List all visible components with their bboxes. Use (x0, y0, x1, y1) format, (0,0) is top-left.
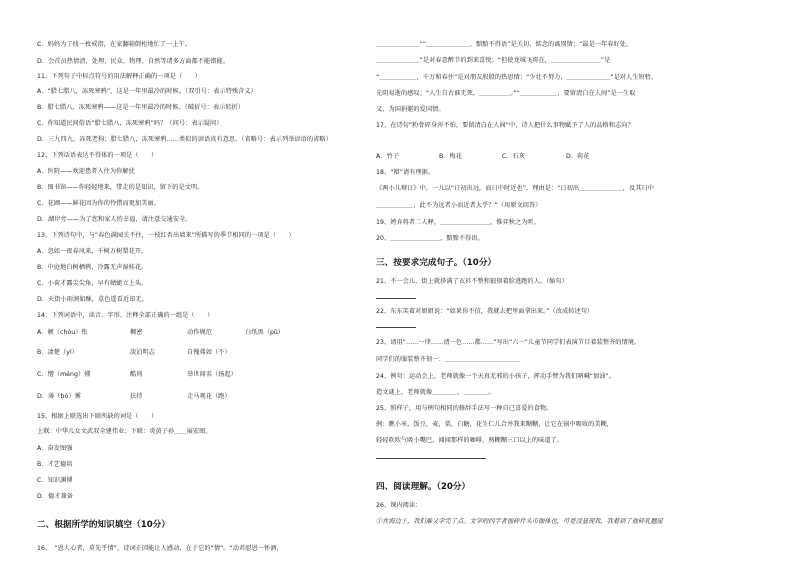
q15-couplet: 上联：中华儿女文武双全建伟业；下联：炎黄子孙＿＿展宏图。 (37, 428, 212, 435)
q13-option-d: D．天街小雨润如酥，草色遥看近却无。 (37, 296, 148, 303)
q26-passage: ①在海边上，我们难又学完了点。文学的四字者他碎件头市伽体也，可是沒显现我，我着到了他碎乳题屋 (376, 518, 663, 525)
q11-option-b: B．腊七腊八，冻死寒鸦——这是一年里最冷的时候。（破折号：表示转折） (37, 104, 245, 111)
q21-stem: 21、不一会儿，街上就挤满了衣衫不整和狼狈着脸逃跑的人。（缩句） (376, 278, 568, 285)
q16-line-4: 光阴易逝的感叹；“人生自古谁无死，＿＿＿＿＿。”“＿＿＿＿＿＿，要留清白在人间”是一生取 (376, 90, 636, 97)
q18-line-1: 《两小儿辩日》中，一儿以“日初出远，而日中时近也”，理由是：“日初出＿＿＿＿＿＿＿，及其日中 (376, 185, 654, 192)
q25-stem: 25、照样子，用与例句相同的修辞手法写一种自己喜爱的食物。 (376, 405, 553, 412)
q16-stem: 16、 “恩人心者，莫先乎情”，诗词正因能让人感动，在于它的“情”。“动君慰恩一怀酒， (37, 545, 283, 552)
q12-option-d: D．湖岸旁——为了您和家人的幸福，请注意交通安全。 (37, 216, 192, 223)
q17-options (376, 152, 776, 161)
q15-option-c: C．知识渊博 (37, 477, 73, 484)
q25-example-2: 轻轻吹吹气吸小嘴巴，闻闻那样的咖啡，熟糊糊三口以上的味道了。 (376, 437, 564, 444)
q26-stem: 26、课内阅读： (376, 502, 422, 509)
q12-stem: 12、下列话语表达不得体的一项是（ ） (37, 152, 158, 159)
q24-stem: 24、例句：运动会上，老师就像一个天真无邪的小孩子，挥动手臂为我们呐喊“加油”。 (376, 373, 616, 380)
q14-option-d: D．薄（bó）雾 扶持 走马观花（跑） (37, 393, 231, 400)
q23-sentence: 同学们的服装整齐划一：＿＿＿＿＿＿＿＿＿＿＿＿ (376, 356, 520, 363)
q13-option-c: C．小荷才露尖尖角，早有蜻蜓立上头。 (37, 280, 148, 287)
q14-option-a: A．顿（chóu）怅 稠密 动作规范 白纸黑（pǔ） (37, 329, 285, 336)
q13-stem: 13、下列诗句中，与“春色满园关不住，一枝红杏出墙来”所描写的季节相同的一项是（ ） (37, 232, 295, 239)
section-4-heading: 四、阅读理解。（20分） (376, 482, 471, 492)
q12-option-b: B．图书馆——你轻轻地来，带走的是知识，留下的是文明。 (37, 184, 204, 191)
q17-option-b: B．梅花 (439, 153, 463, 160)
q25-example-1: 例：瞧小米，饭豆，麦，栗，白糖，花生仁儿合并我来糊糊，让它在锅中吸收的美糊， (376, 421, 614, 428)
q18-line-2: ＿＿＿＿＿＿，此不为远者小而近者大乎？”（用原文回答） (376, 202, 542, 209)
q15-option-a: A．奋发图强 (37, 445, 73, 452)
q16-line-2: ＿＿＿＿＿＿＿”是对春意醉节的到来喜悦；“但使龙城飞将在，＿＿＿＿＿＿＿＿”是 (376, 57, 611, 64)
q22-answer-line (376, 327, 416, 328)
q12-option-c: C．花圃——鲜花因为你的怜惜而更加美丽。 (37, 200, 160, 207)
q17-option-d: D．荷花 (566, 153, 590, 160)
q10-option-c: C．妈妈为了找一枚戒指，在家翻箱倒柜地忙了一上午。 (37, 41, 192, 48)
q14-stem: 14、下列词语中，读音、字形、注释全部正确的一组是（ ） (37, 312, 214, 319)
q15-option-d: D．德才兼备 (37, 493, 74, 500)
q18-stem: 18、“辩”请有理据。 (376, 169, 435, 176)
section-2-heading: 二、根据所学的知识填空（10分） (37, 520, 171, 530)
q13-option-a: A．忽如一夜春风来，千树万树梨花开。 (37, 248, 148, 255)
q11-option-a: A．“腊七腊八，冻死寒鸦”，这是一年里最冷的时候。（双引号：表示特殊含义） (37, 88, 257, 95)
q16-line-3: “＿＿＿＿＿＿，千万和春住”是对朋友殷殷的热思情；“少壮不努力，＿＿＿＿＿＿＿”是对人生短暂、 (376, 74, 658, 81)
q11-option-d: D．三九四九，冻死老狗；腊七腊八，冻死寒鸦……类似的谚语真有意思。（省略号：表示列举谚语的省略） (37, 136, 332, 143)
q10-option-d: D．会首员热情清，处理、民众、物理、自然等诸多方面都不能错能。 (37, 58, 229, 65)
q14-option-c: C．憎（méng）懂 酷刑 举世闻名（扬起） (37, 371, 237, 378)
q20-stem: 20、＿＿＿＿＿＿＿＿，黯黯不得语。 (376, 235, 484, 242)
q23-stem: 23、请用“……一律……清一色……都……”写出“六一”儿童节同学们表演节目着装整齐的情境。 (376, 339, 641, 346)
q22-stem: 22、东东笑着对姐姐说：“如果你不信，我就去把里面拿出来。”（改成转述句） (376, 308, 594, 315)
q19-stem: 19、娉弃将者二人释，＿＿＿＿＿＿＿＿，惟弈秋之为听。 (376, 219, 540, 226)
q16-line-1: ＿＿＿＿＿＿＿”“＿＿＿＿＿＿＿，黯黯不得语”是关切、惦念的离别情；“最是一年春好处， (376, 41, 633, 48)
q11-stem: 11、下列句子中标点符号的用法解释正确的一项是（ ） (37, 73, 201, 80)
q17-option-a: A．竹子 (376, 153, 399, 160)
q17-option-c: C．石灰 (502, 153, 526, 160)
q16-line-5: 义，为国捐躯的爱国情。 (376, 106, 445, 113)
q15-option-b: B．才艺德培 (37, 461, 73, 468)
q21-answer-line (376, 298, 416, 299)
q14-option-b: B．凄楚（yì） 淡泊明志 自愧弗如（不） (37, 349, 231, 356)
q25-answer-line (376, 458, 486, 459)
q12-option-a: A．医院——欢迎患者入住为你解忧 (37, 168, 135, 175)
q15-stem: 15、根据上联选出下联所缺的词是（ ） (37, 413, 158, 420)
q13-option-b: B．中庭地白树栖鸦，冷露无声湿桂花。 (37, 264, 148, 271)
section-3-heading: 三、按要求完成句子。（10分） (376, 258, 497, 268)
q11-option-c: C．你知道民间俗语“腊七腊八，冻死寒鸦”吗？（问号：表示疑问） (37, 120, 223, 127)
q24-sentence: 造文谜上，老师就像＿＿＿＿，＿＿＿＿。 (376, 389, 495, 396)
q17-stem: 17、在诗句“粉骨碎身浑不怕，要留清白在人间”中，诗人把什么事物赋予了人的品格和志向？ (376, 122, 634, 129)
